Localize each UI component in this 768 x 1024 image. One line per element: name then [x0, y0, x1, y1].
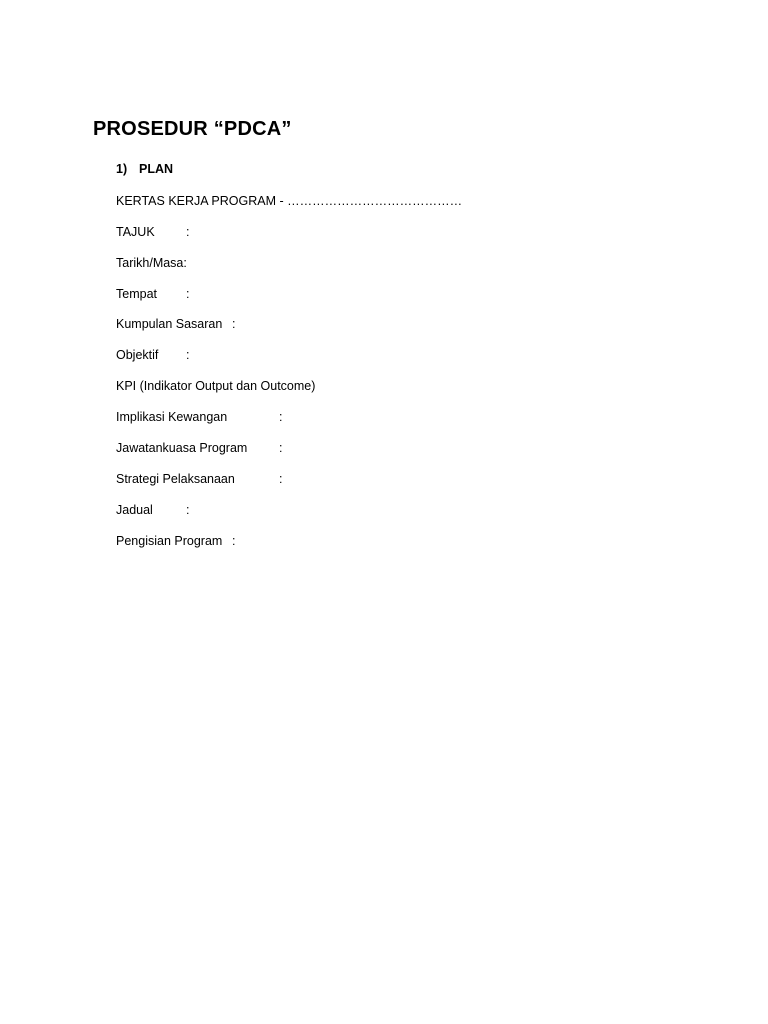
- field-label: Objektif: [116, 348, 159, 362]
- field-label: Jadual: [116, 503, 153, 517]
- field-objektif: [116, 347, 190, 363]
- program-line: KERTAS KERJA PROGRAM - ……………………………………: [116, 194, 463, 208]
- field-label: Implikasi Kewangan: [116, 410, 228, 424]
- section-heading: [116, 162, 173, 176]
- field-kumpulan-sasaran: [116, 316, 236, 332]
- field-colon: :: [232, 317, 236, 331]
- field-label: Jawatankuasa Program: [116, 441, 248, 455]
- field-colon: :: [186, 287, 190, 301]
- section-number: 1): [116, 162, 128, 176]
- field-jadual: [116, 502, 190, 518]
- field-colon: :: [186, 503, 190, 517]
- field-colon: :: [186, 225, 190, 239]
- document-title: PROSEDUR “PDCA”: [93, 118, 292, 140]
- field-label: Tarikh/Masa:: [116, 256, 187, 270]
- field-colon: :: [232, 534, 236, 548]
- field-pengisian-program: [116, 533, 236, 549]
- field-label: Strategi Pelaksanaan: [116, 472, 235, 486]
- field-label: Pengisian Program: [116, 534, 223, 548]
- field-tempat: [116, 286, 190, 302]
- field-tajuk: [116, 224, 190, 240]
- field-strategi-pelaksanaan: [116, 471, 283, 487]
- field-label: Kumpulan Sasaran: [116, 317, 223, 331]
- field-label: TAJUK: [116, 225, 155, 239]
- section-label: PLAN: [139, 162, 174, 176]
- field-implikasi-kewangan: [116, 409, 283, 425]
- field-label: Tempat: [116, 287, 157, 301]
- field-jawatankuasa-program: [116, 440, 283, 456]
- field-kpi: [116, 378, 315, 394]
- field-colon: :: [279, 472, 283, 486]
- field-colon: :: [279, 441, 283, 455]
- field-tarikh-masa: [116, 255, 187, 271]
- field-colon: :: [279, 410, 283, 424]
- field-label: KPI (Indikator Output dan Outcome): [116, 379, 316, 393]
- field-colon: :: [186, 348, 190, 362]
